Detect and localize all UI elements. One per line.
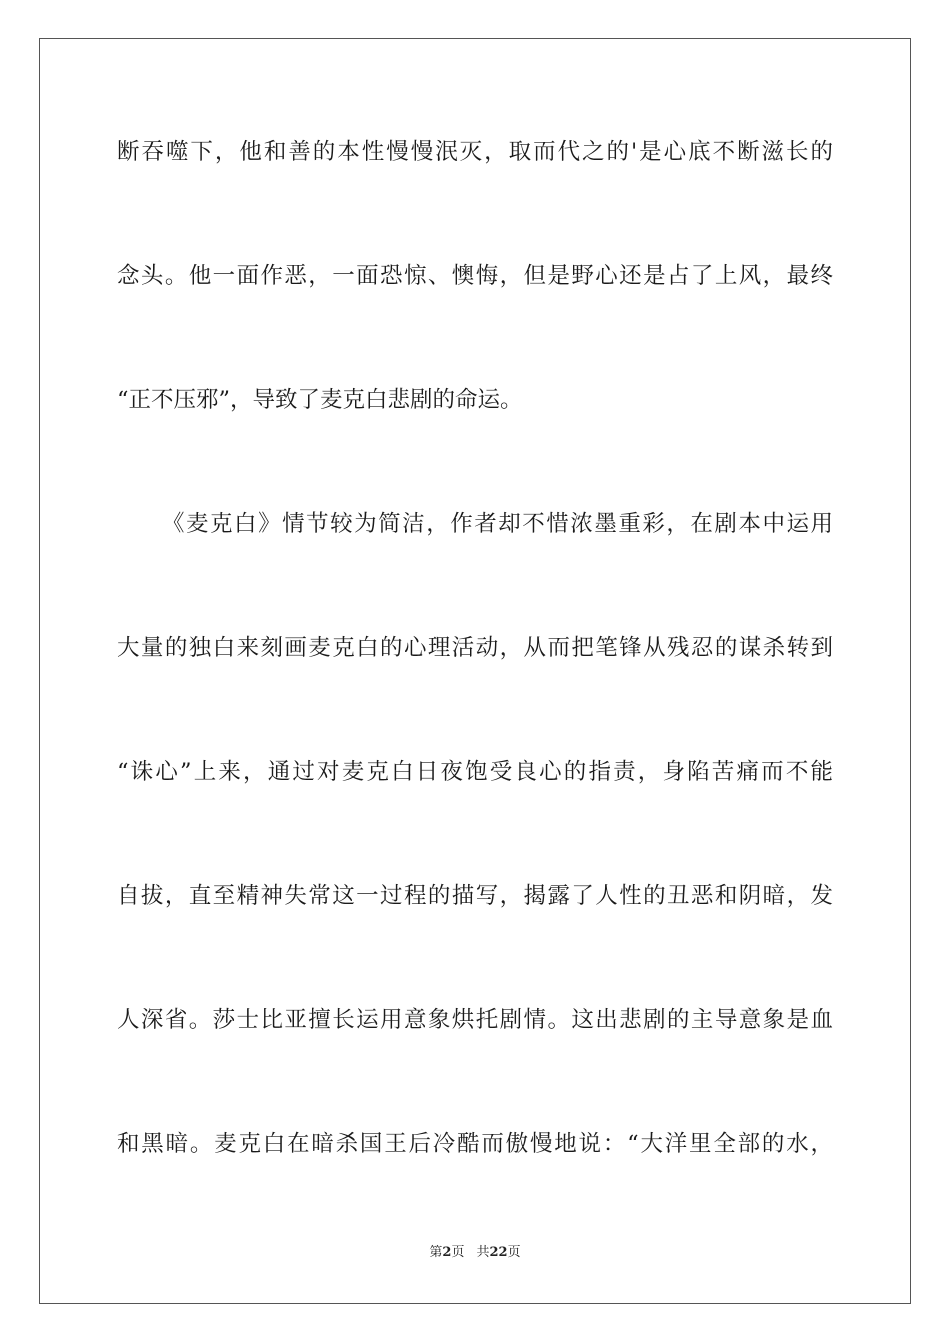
total-suffix: 页 (507, 1245, 521, 1260)
text-line-9: 和黑暗。麦克白在暗杀国王后冷酷而傲慢地说：“大洋里全部的水， (117, 1131, 833, 1157)
page-prefix: 第 (429, 1245, 443, 1260)
total-prefix: 共 (476, 1245, 490, 1260)
text-line-1: 断吞噬下，他和善的本性慢慢泯灭，取而代之的'是心底不断滋长的 (117, 139, 833, 165)
page-number: 2 (442, 1245, 452, 1260)
text-line-3: “正不压邪”，导致了麦克白悲剧的命运。 (117, 387, 523, 413)
text-line-7: 自拔，直至精神失常这一过程的描写，揭露了人性的丑恶和阴暗，发 (117, 883, 833, 909)
text-line-4: 《麦克白》情节较为简洁，作者却不惜浓墨重彩，在剧本中运用 (162, 511, 833, 537)
page-footer (0, 1244, 950, 1262)
page-suffix: 页 (451, 1245, 465, 1260)
text-line-8: 人深省。莎士比亚擅长运用意象烘托剧情。这出悲剧的主导意象是血 (117, 1007, 833, 1033)
text-line-6: “诛心”上来，通过对麦克白日夜饱受良心的指责，身陷苦痛而不能 (117, 759, 833, 785)
total-pages: 22 (489, 1245, 508, 1260)
text-line-5: 大量的独白来刻画麦克白的心理活动，从而把笔锋从残忍的谋杀转到 (117, 635, 833, 661)
text-line-2: 念头。他一面作恶，一面恐惊、懊悔，但是野心还是占了上风，最终 (117, 263, 833, 289)
page-frame (39, 38, 911, 1304)
